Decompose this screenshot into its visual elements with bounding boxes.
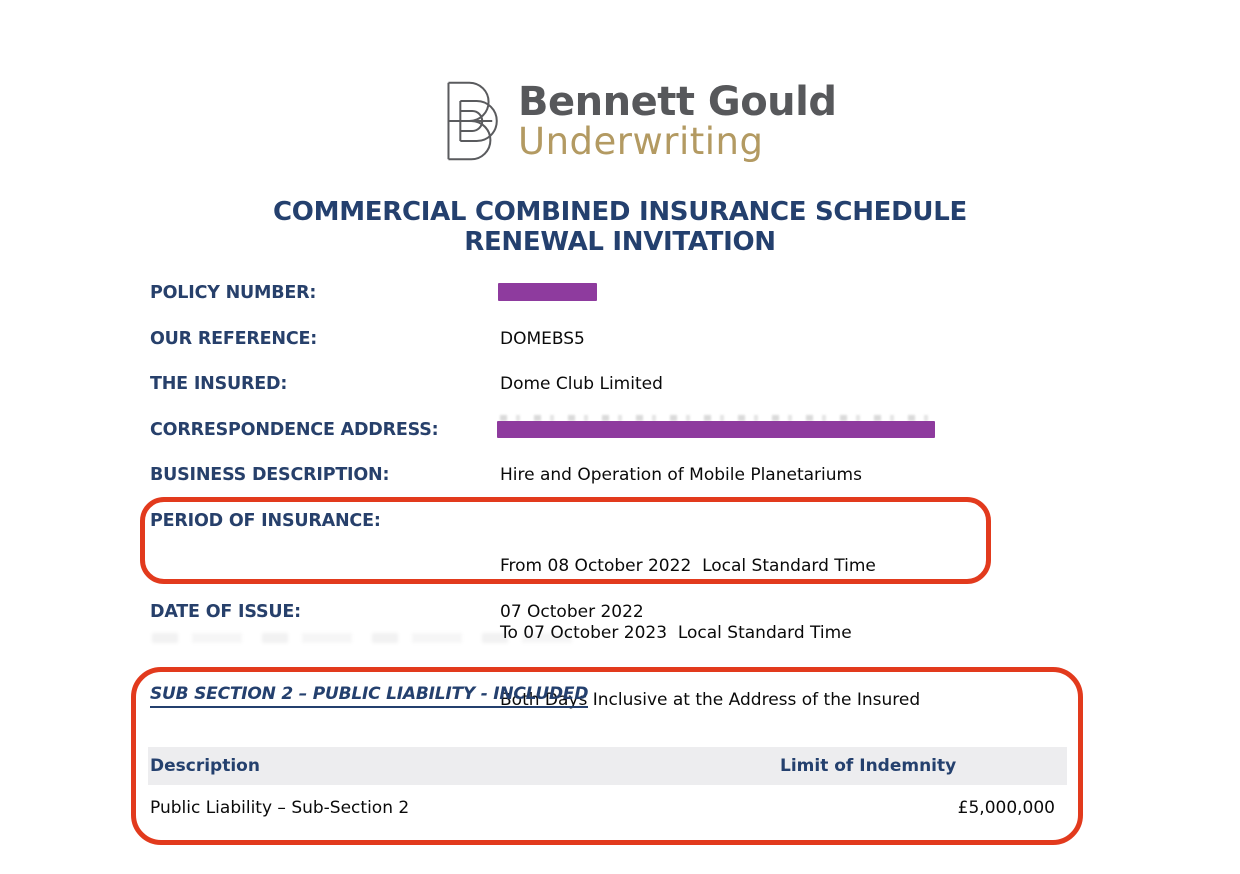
document-title-line1: COMMERCIAL COMBINED INSURANCE SCHEDULE <box>273 197 967 227</box>
document-title-line2: RENEWAL INVITATION <box>464 227 776 257</box>
table-row <box>148 785 1067 818</box>
liability-limit-cell: £5,000,000 <box>957 798 1055 818</box>
description-column-header: Description <box>150 756 260 776</box>
business-description-value: Hire and Operation of Mobile Planetariums <box>500 465 862 485</box>
period-inclusive-line: Both Days Inclusive at the Address of the Insured <box>500 690 921 711</box>
insured-label: THE INSURED: <box>150 374 288 394</box>
period-from-line: From 08 October 2022 Local Standard Time <box>500 555 876 576</box>
insured-value: Dome Club Limited <box>500 374 663 394</box>
our-reference-label: OUR REFERENCE: <box>150 329 318 349</box>
sub-section-heading: SUB SECTION 2 – PUBLIC LIABILITY - INCLUDED <box>150 684 588 708</box>
date-of-issue-value: 07 October 2022 <box>500 602 644 622</box>
faded-text-artifact <box>152 633 582 643</box>
logo-name: Bennett Gould <box>518 79 837 125</box>
correspondence-address-redaction-bar <box>497 421 935 438</box>
our-reference-value: DOMEBS5 <box>500 329 585 349</box>
document-title <box>0 197 1240 257</box>
period-of-insurance-annotation-circle <box>140 497 991 584</box>
policy-number-redaction-bar <box>498 283 597 301</box>
logo-subname: Underwriting <box>518 120 764 163</box>
liability-table <box>148 747 1067 818</box>
period-to-line: To 07 October 2023 Local Standard Time <box>500 623 852 644</box>
correspondence-address-label: CORRESPONDENCE ADDRESS: <box>150 420 439 440</box>
date-of-issue-label: DATE OF ISSUE: <box>150 602 301 622</box>
period-of-insurance-label: PERIOD OF INSURANCE: <box>150 511 381 531</box>
bennett-gould-monogram-icon <box>437 80 511 162</box>
company-logo <box>437 80 837 162</box>
business-description-label: BUSINESS DESCRIPTION: <box>150 465 390 485</box>
liability-table-header-row <box>148 747 1067 785</box>
policy-number-label: POLICY NUMBER: <box>150 283 317 303</box>
limit-of-indemnity-column-header: Limit of Indemnity <box>780 756 957 776</box>
liability-description-cell: Public Liability – Sub-Section 2 <box>150 798 410 818</box>
company-logo-text <box>518 79 837 163</box>
